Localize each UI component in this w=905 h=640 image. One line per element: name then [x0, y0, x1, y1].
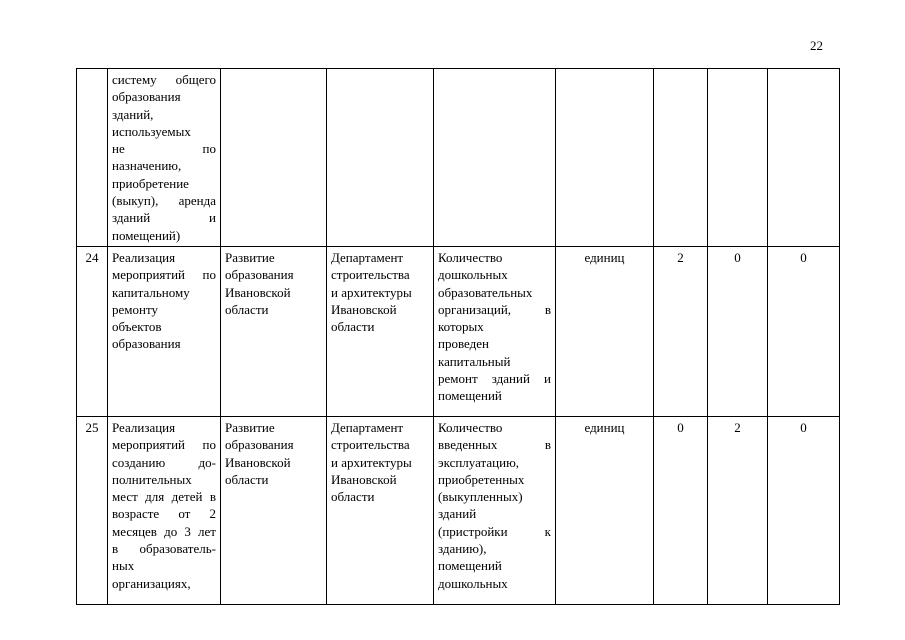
value-3-cell: 0 [768, 417, 840, 605]
program-cell [221, 417, 327, 605]
cell-text-line: мест для детей в [112, 489, 216, 505]
cell-text-line: приобретение [112, 175, 189, 191]
row-number: 24 [77, 247, 108, 417]
table-row [77, 417, 840, 605]
cell-text-line: Ивановской [331, 471, 397, 487]
cell-text-line: (выкуп), аренда [112, 193, 216, 209]
cell-text-line: зданий [438, 506, 477, 522]
cell-text-line: капитальный [438, 353, 511, 369]
cell-text-line: Департамент [331, 420, 404, 435]
value-1-cell [654, 69, 708, 247]
cell-text-line: и архитектуры [331, 454, 412, 470]
cell-text-line: области [225, 301, 269, 317]
cell-text-line: (пристройки к [438, 523, 551, 539]
table-row [77, 69, 840, 247]
table-row [77, 247, 840, 417]
cell-text-line: образования [225, 267, 294, 283]
cell-text-line: созданию до- [112, 454, 216, 470]
cell-text-line: капитальному [112, 284, 190, 300]
executor-cell [327, 247, 434, 417]
indicator-cell [434, 69, 556, 247]
cell-text-line: Ивановской [225, 284, 291, 300]
value-1-cell: 2 [654, 247, 708, 417]
cell-text-line: объектов [112, 319, 162, 335]
cell-text-line: месяцев до 3 лет [112, 523, 216, 539]
cell-text-line: не по [112, 141, 216, 157]
cell-text-line: Департамент [331, 250, 404, 265]
indicator-cell [434, 247, 556, 417]
cell-text-line: Количество [438, 250, 503, 265]
unit-cell: единиц [556, 247, 654, 417]
program-cell [221, 69, 327, 247]
value-3-cell: 0 [768, 247, 840, 417]
cell-text-line: мероприятий по [112, 267, 216, 283]
cell-text-line: Ивановской [331, 301, 397, 317]
cell-text-line: области [225, 471, 269, 487]
row-number [77, 69, 108, 247]
cell-text-line: Реализация [112, 250, 176, 265]
cell-text-line: области [331, 319, 375, 335]
cell-text-line: приобретенных [438, 471, 525, 487]
cell-text-line: зданию), [438, 541, 487, 557]
cell-text-line: которых [438, 319, 484, 335]
value-3-cell [768, 69, 840, 247]
cell-text-line: образования [225, 437, 294, 453]
cell-text-line: строительства [331, 267, 410, 283]
executor-cell [327, 69, 434, 247]
executor-cell [327, 417, 434, 605]
cell-text-line: Развитие [225, 420, 275, 435]
cell-text-line: ремонту [112, 301, 158, 317]
cell-text-line: полнительных [112, 471, 192, 487]
cell-text-line: Развитие [225, 250, 275, 265]
measure-name-cell [108, 417, 221, 605]
program-table [76, 68, 840, 605]
cell-text-line: организаций, в [438, 301, 551, 317]
row-number: 25 [77, 417, 108, 605]
indicator-cell [434, 417, 556, 605]
cell-text-line: области [331, 489, 375, 505]
cell-text-line: помещений [438, 558, 502, 574]
cell-text-line: проведен [438, 336, 489, 352]
program-cell [221, 247, 327, 417]
cell-text-line: используемых [112, 123, 191, 139]
value-2-cell: 0 [708, 247, 768, 417]
cell-text-line: введенных в [438, 437, 551, 453]
cell-text-line: мероприятий по [112, 437, 216, 453]
unit-cell [556, 69, 654, 247]
measure-name-cell [108, 69, 221, 247]
measure-name-cell [108, 247, 221, 417]
cell-text-line: назначению, [112, 158, 182, 174]
page-number: 22 [810, 38, 823, 53]
cell-text-line: ремонт зданий и [438, 371, 551, 387]
cell-text-line: ных [112, 558, 135, 574]
cell-text-line: систему общего [112, 72, 216, 87]
cell-text-line: Ивановской [225, 454, 291, 470]
cell-text-line: дошкольных [438, 267, 508, 283]
cell-text-line: образовательных [438, 284, 533, 300]
cell-text-line: помещений [438, 388, 502, 404]
value-2-cell [708, 69, 768, 247]
cell-text-line: зданий и [112, 210, 216, 226]
cell-text-line: в образователь- [112, 541, 216, 557]
cell-text-line: дошкольных [438, 575, 508, 591]
cell-text-line: помещений) [112, 227, 181, 243]
cell-text-line: строительства [331, 437, 410, 453]
cell-text-line: эксплуатацию, [438, 454, 520, 470]
cell-text-line: (выкупленных) [438, 489, 523, 505]
cell-text-line: организациях, [112, 575, 191, 591]
value-2-cell: 2 [708, 417, 768, 605]
value-1-cell: 0 [654, 417, 708, 605]
unit-cell: единиц [556, 417, 654, 605]
cell-text-line: Количество [438, 420, 503, 435]
cell-text-line: и архитектуры [331, 284, 412, 300]
cell-text-line: Реализация [112, 420, 176, 435]
cell-text-line: зданий, [112, 106, 154, 122]
cell-text-line: образования [112, 89, 181, 105]
cell-text-line: образования [112, 336, 181, 352]
cell-text-line: возрасте от 2 [112, 506, 216, 522]
